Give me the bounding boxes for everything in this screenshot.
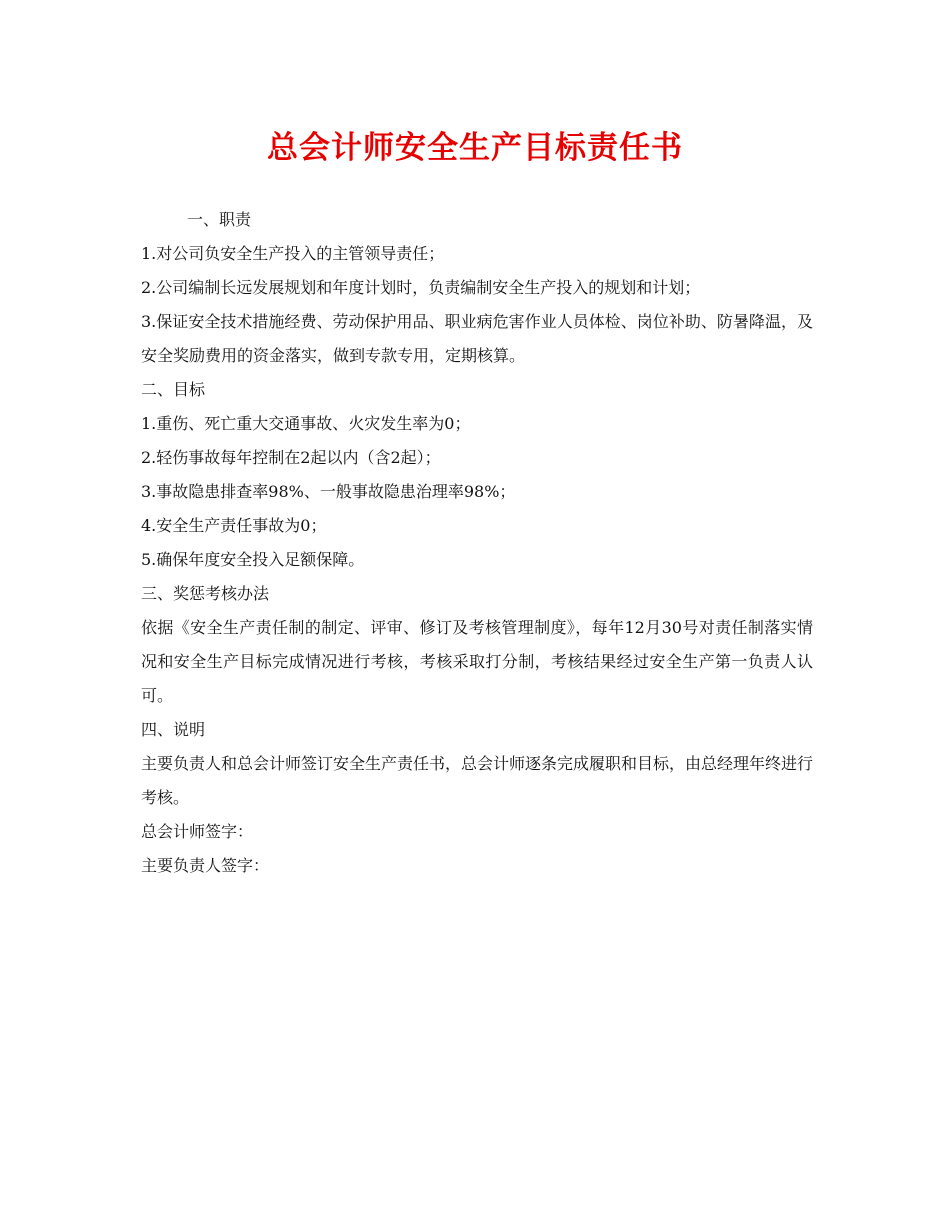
duty-item-2: 2.公司编制长远发展规划和年度计划时，负责编制安全生产投入的规划和计划； xyxy=(141,278,701,297)
duty-item-3: 3.保证安全技术措施经费、劳动保护用品、职业病危害作业人员体检、岗位补助、防暑降温，及安全奖励费用的资金落实，做到专款专用，定期核算。 xyxy=(141,312,813,365)
document-body xyxy=(141,203,813,883)
section-heading-duties: 一、职责 xyxy=(187,210,252,229)
goal-item-3: 3.事故隐患排查率98%、一般事故隐患治理率98%； xyxy=(141,482,516,501)
duty-item-1: 1.对公司负安全生产投入的主管领导责任； xyxy=(141,244,445,263)
notes-text: 主要负责人和总会计师签订安全生产责任书，总会计师逐条完成履职和目标，由总经理年终进行考核。 xyxy=(141,754,814,807)
assessment-text: 依据《安全生产责任制的制定、评审、修订及考核管理制度》，每年12月30号对责任制落实情况和安全生产目标完成情况进行考核，考核采取打分制，考核结果经过安全生产第一负责人认可。 xyxy=(141,618,813,705)
section-heading-assessment: 三、奖惩考核办法 xyxy=(141,584,270,603)
section-heading-notes: 四、说明 xyxy=(141,720,206,739)
section-heading-goals: 二、目标 xyxy=(141,380,206,399)
goal-item-1: 1.重伤、死亡重大交通事故、火灾发生率为0； xyxy=(141,414,471,433)
goal-item-2: 2.轻伤事故每年控制在2起以内（含2起）； xyxy=(141,448,441,467)
goal-item-4: 4.安全生产责任事故为0； xyxy=(141,516,327,535)
principal-signature-label: 主要负责人签字： xyxy=(141,856,270,875)
document-title: 总会计师安全生产目标责任书 xyxy=(267,130,683,166)
goal-item-5: 5.确保年度安全投入足额保障。 xyxy=(141,550,365,569)
cfo-signature-label: 总会计师签字： xyxy=(141,822,254,841)
